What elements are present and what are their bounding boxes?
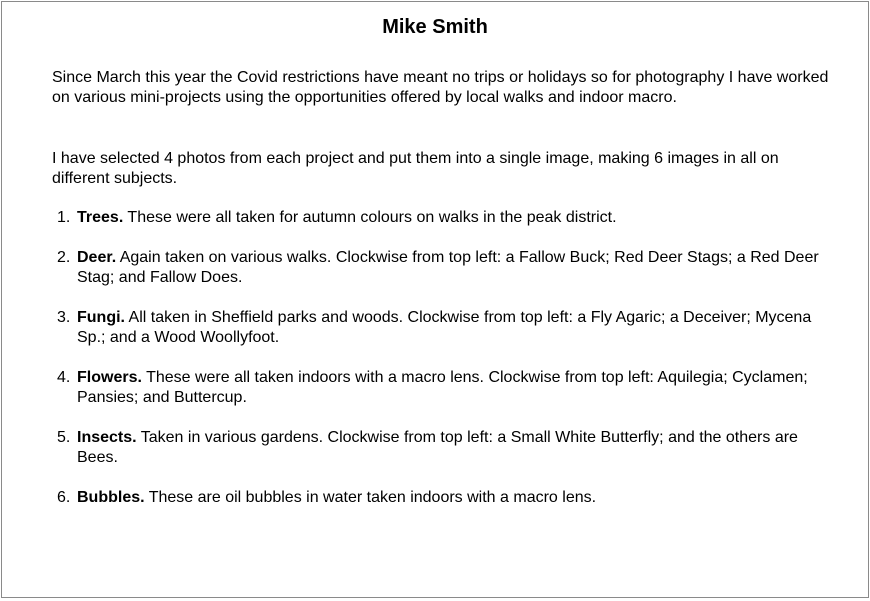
list-item-number: 2.: [57, 249, 71, 266]
intro-paragraph-2: I have selected 4 photos from each project and put them into a single image, making 6 images in all on different subjects.: [52, 150, 779, 187]
list-item-number: 4.: [57, 369, 71, 386]
list-item-heading: Deer.: [77, 249, 117, 266]
list-item-flowers: [52, 368, 832, 408]
list-item-text: Taken in various gardens. Clockwise from top left: a Small White Butterfly; and the others are Bees.: [77, 429, 798, 466]
list-item-bubbles: [52, 488, 832, 508]
document-title: Mike Smith: [382, 16, 488, 38]
list-item-text: Again taken on various walks. Clockwise from top left: a Fallow Buck; Red Deer Stags; a Red Deer Stag; and Fallow Does.: [77, 249, 819, 286]
intro-paragraph-1: Since March this year the Covid restrictions have meant no trips or holidays so for photography I have worked on various mini-projects using the opportunities offered by local walks and indoor macro.: [52, 69, 829, 106]
list-item-heading: Flowers.: [77, 369, 142, 386]
list-item-insects: [52, 428, 832, 468]
list-item-number: 5.: [57, 429, 71, 446]
list-item-deer: [52, 248, 832, 288]
list-item-text: These are oil bubbles in water taken indoors with a macro lens.: [144, 489, 597, 506]
project-list: [52, 208, 832, 528]
list-item-trees: [52, 208, 832, 228]
list-item-number: 3.: [57, 309, 71, 326]
list-item-number: 6.: [57, 489, 71, 506]
list-item-fungi: [52, 308, 832, 348]
list-item-number: 1.: [57, 209, 71, 226]
list-item-text: All taken in Sheffield parks and woods. Clockwise from top left: a Fly Agaric; a Deceiver; Mycena Sp.; and a Wood Woollyfoot.: [77, 309, 812, 346]
list-item-heading: Bubbles.: [77, 489, 145, 506]
list-item-heading: Trees.: [77, 209, 124, 226]
list-item-text: These were all taken indoors with a macro lens. Clockwise from top left: Aquilegia; Cyclamen; Pansies; and Buttercup.: [77, 369, 808, 406]
document-page: [1, 1, 869, 598]
list-item-heading: Insects.: [77, 429, 137, 446]
list-item-text: These were all taken for autumn colours on walks in the peak district.: [123, 209, 617, 226]
list-item-heading: Fungi.: [77, 309, 125, 326]
